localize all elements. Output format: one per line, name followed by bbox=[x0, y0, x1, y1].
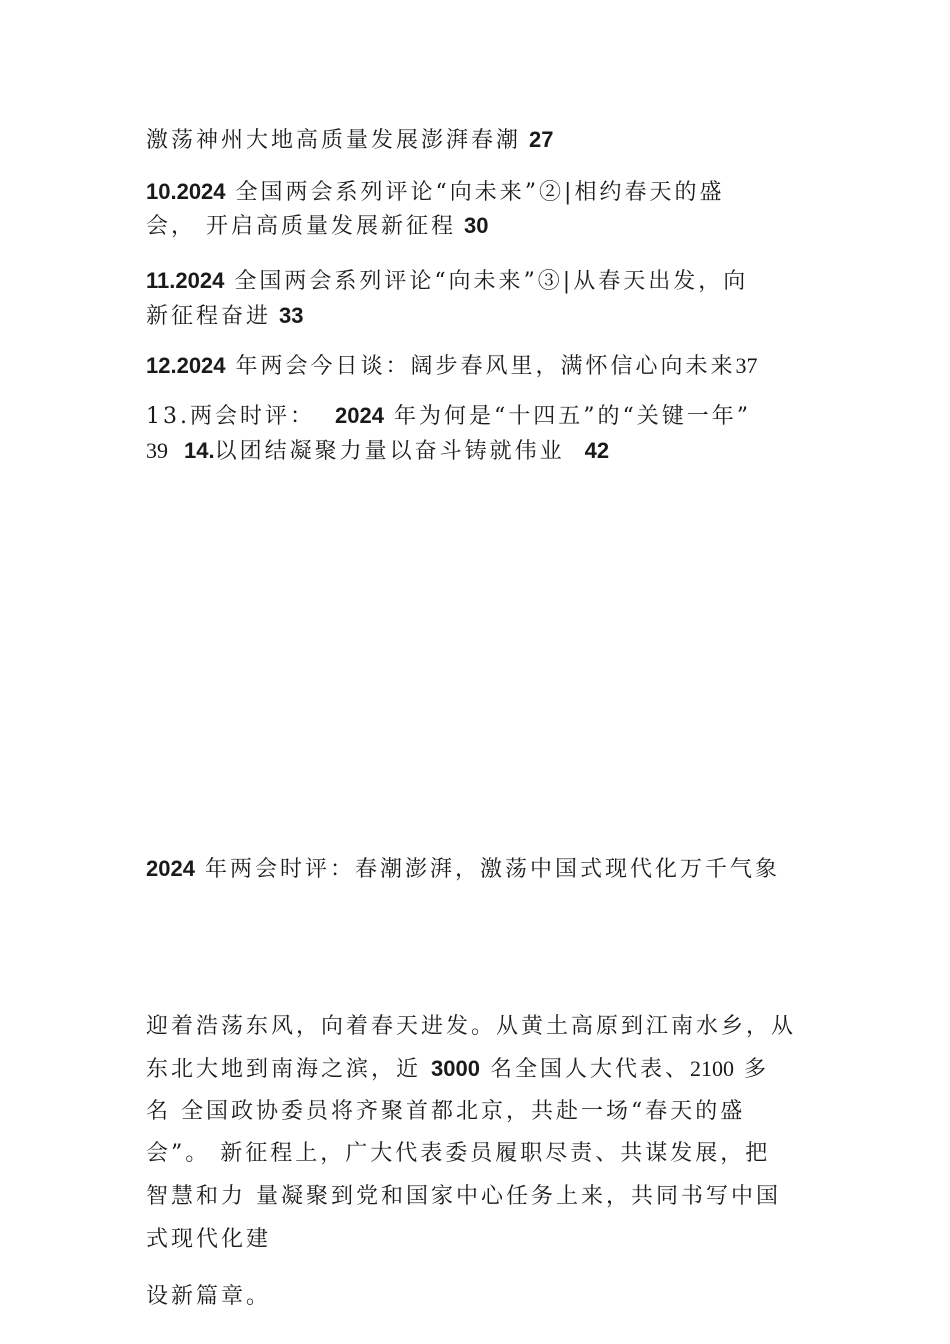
toc-item-13-prefix: 13.两会时评： bbox=[146, 404, 315, 429]
paragraph-1-text-2b: 名全国人大代表、 bbox=[489, 1057, 690, 1082]
toc-page-30: 30 bbox=[464, 213, 489, 238]
toc-item-14-number: 14. bbox=[184, 438, 215, 463]
toc-item-13 bbox=[146, 400, 751, 433]
toc-item-11-cont bbox=[146, 300, 304, 333]
paragraph-1-text-1: 迎着浩荡东风，向着春天进发。从黄土高原到江南水乡，从 bbox=[146, 1014, 797, 1039]
paragraph-1-text-5: 智慧和力 量凝聚到党和国家中心任务上来，共同书写中国 bbox=[146, 1184, 781, 1209]
paragraph-1-text-6: 式现代化建 bbox=[146, 1227, 272, 1252]
toc-line-27-text: 激荡神州大地高质量发展澎湃春潮 bbox=[146, 128, 522, 153]
toc-item-13-cont bbox=[146, 435, 609, 468]
delegate-count: 3000 bbox=[431, 1056, 480, 1081]
paragraph-1-text-2c: 多 bbox=[743, 1057, 769, 1082]
member-count: 2100 bbox=[689, 1056, 734, 1081]
paragraph-1-line-2 bbox=[146, 1053, 769, 1086]
toc-item-12-text: 年两会今日谈：阔步春风里，满怀信心向未来 bbox=[235, 354, 736, 379]
article-title-text: 年两会时评：春潮澎湃，激荡中国式现代化万千气象 bbox=[204, 857, 780, 882]
paragraph-1-text-4: 会”。 新征程上，广大代表委员履职尽责、共谋发展，把 bbox=[146, 1141, 771, 1166]
toc-item-11 bbox=[146, 265, 748, 298]
paragraph-1-line-3 bbox=[146, 1096, 745, 1128]
toc-item-12 bbox=[146, 350, 758, 383]
paragraph-1-line-5 bbox=[146, 1181, 781, 1213]
toc-item-13-text: 年为何是“十四五”的“关键一年” bbox=[393, 404, 751, 429]
toc-item-13-year: 2024 bbox=[335, 403, 384, 428]
paragraph-1-text-3: 名 全国政协委员将齐聚首都北京，共赴一场“春天的盛 bbox=[146, 1099, 746, 1124]
article-title-year: 2024 bbox=[146, 856, 195, 881]
toc-item-10 bbox=[146, 176, 724, 209]
toc-item-14-text: 以团结凝聚力量以奋斗铸就伟业 bbox=[214, 439, 565, 464]
toc-item-11-number: 11.2024 bbox=[146, 268, 225, 293]
toc-page-39: 39 bbox=[146, 438, 168, 463]
toc-item-10-cont bbox=[146, 210, 488, 243]
article-title bbox=[146, 853, 780, 886]
toc-page-42: 42 bbox=[584, 438, 610, 463]
toc-page-37: 37 bbox=[735, 353, 758, 378]
paragraph-1-line-6 bbox=[146, 1224, 271, 1256]
paragraph-2 bbox=[146, 1281, 271, 1313]
toc-item-10-number: 10.2024 bbox=[146, 179, 226, 204]
toc-page-33: 33 bbox=[279, 303, 304, 328]
toc-item-10-text-a: 全国两会系列评论“向未来”②|相约春天的盛 bbox=[235, 180, 725, 205]
paragraph-1-text-2a: 东北大地到南海之滨，近 bbox=[146, 1057, 422, 1082]
paragraph-2-text: 设新篇章。 bbox=[146, 1284, 272, 1309]
toc-page-27: 27 bbox=[529, 127, 554, 152]
paragraph-1-line-4 bbox=[146, 1138, 770, 1170]
toc-item-11-text-a: 全国两会系列评论“向未来”③|从春天出发，向 bbox=[234, 269, 749, 294]
toc-item-10-text-b: 会， 开启高质量发展新征程 bbox=[146, 214, 456, 239]
toc-line-27 bbox=[146, 124, 554, 157]
toc-item-11-text-b: 新征程奋进 bbox=[146, 304, 272, 329]
toc-item-12-number: 12.2024 bbox=[146, 353, 226, 378]
paragraph-1-line-1 bbox=[146, 1011, 796, 1043]
